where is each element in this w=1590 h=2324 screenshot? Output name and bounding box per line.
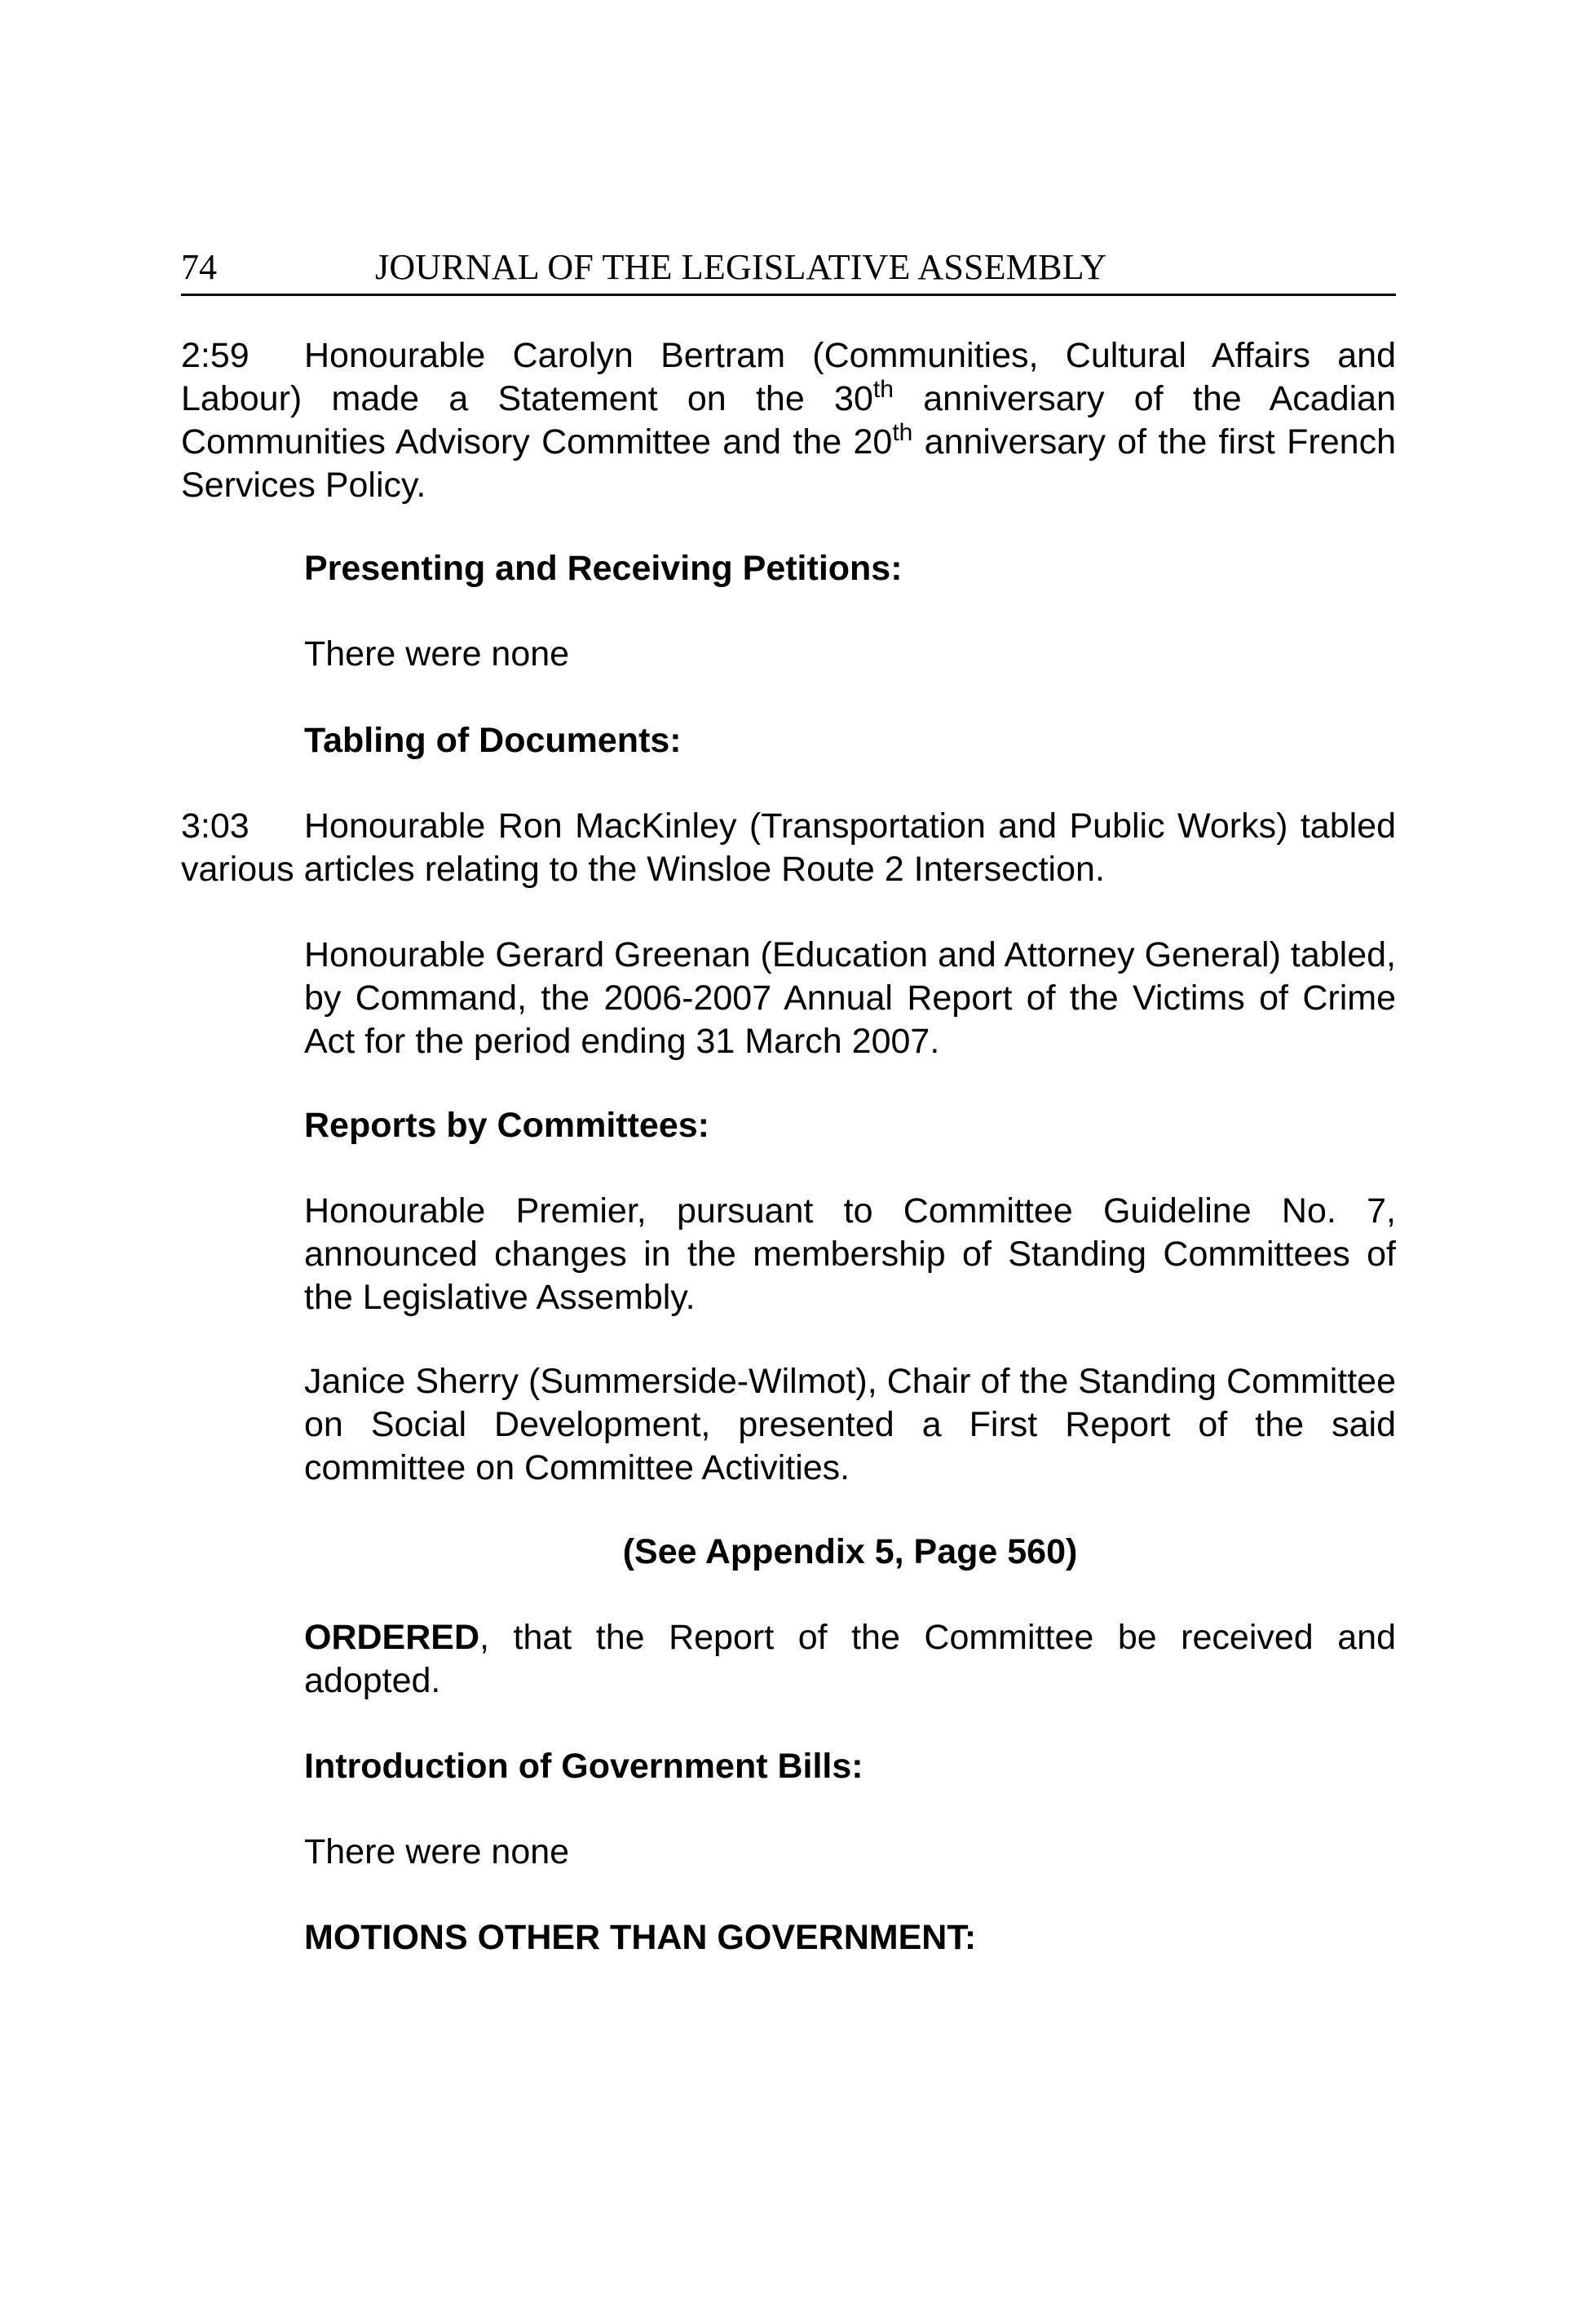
tabling-item-1	[181, 805, 1396, 891]
government-bills-heading: Introduction of Government Bills:	[304, 1747, 863, 1786]
statement-time: 2:59	[181, 336, 250, 375]
statement-text-a: Honourable Carolyn Bertram (Communities, Cultural Affairs and Labour) made a Statement on the 30	[181, 336, 1396, 418]
statement-text-c: anniversary of the first French Services Policy.	[181, 422, 1396, 505]
tabling-heading: Tabling of Documents:	[304, 721, 682, 760]
petitions-body: There were none	[304, 634, 570, 674]
government-bills-body: There were none	[304, 1832, 570, 1871]
statement-sup-1: th	[872, 376, 894, 403]
page-number: 74	[181, 247, 217, 287]
statement-entry	[181, 334, 1396, 507]
running-title: JOURNAL OF THE LEGISLATIVE ASSEMBLY	[375, 247, 1107, 287]
tabling-item-1-text: Honourable Ron MacKinley (Transportation and Public Works) tabled various articles relating to the Winsloe Route 2 Intersection.	[181, 806, 1396, 889]
committees-heading: Reports by Committees:	[304, 1106, 709, 1145]
tabling-item-2: Honourable Gerard Greenan (Education and Attorney General) tabled, by Command, the 2006-2007 Annual Report of the Victims of Crime Act for the period ending 31 March 2007.	[304, 935, 1396, 1061]
committees-item-2: Janice Sherry (Summerside-Wilmot), Chair of the Standing Committee on Social Development, presented a First Report of the said committee on Committee Activities.	[304, 1362, 1396, 1487]
tabling-time: 3:03	[181, 806, 250, 846]
ordered-label: ORDERED	[304, 1618, 480, 1657]
appendix-reference: (See Appendix 5, Page 560)	[622, 1532, 1078, 1571]
committees-item-1: Honourable Premier, pursuant to Committee Guideline No. 7, announced changes in the membership of Standing Committees of the Legislative Assembly.	[304, 1191, 1396, 1317]
ordered-paragraph	[304, 1616, 1396, 1703]
motions-heading: MOTIONS OTHER THAN GOVERNMENT:	[304, 1918, 977, 1957]
petitions-heading: Presenting and Receiving Petitions:	[304, 549, 903, 588]
statement-sup-2: th	[892, 419, 913, 446]
statement-text-b: anniversary of the Acadian Communities Advisory Committee and the 20	[181, 379, 1396, 462]
ordered-text: , that the Report of the Committee be received and adopted.	[304, 1618, 1396, 1700]
page-header	[181, 241, 1396, 296]
